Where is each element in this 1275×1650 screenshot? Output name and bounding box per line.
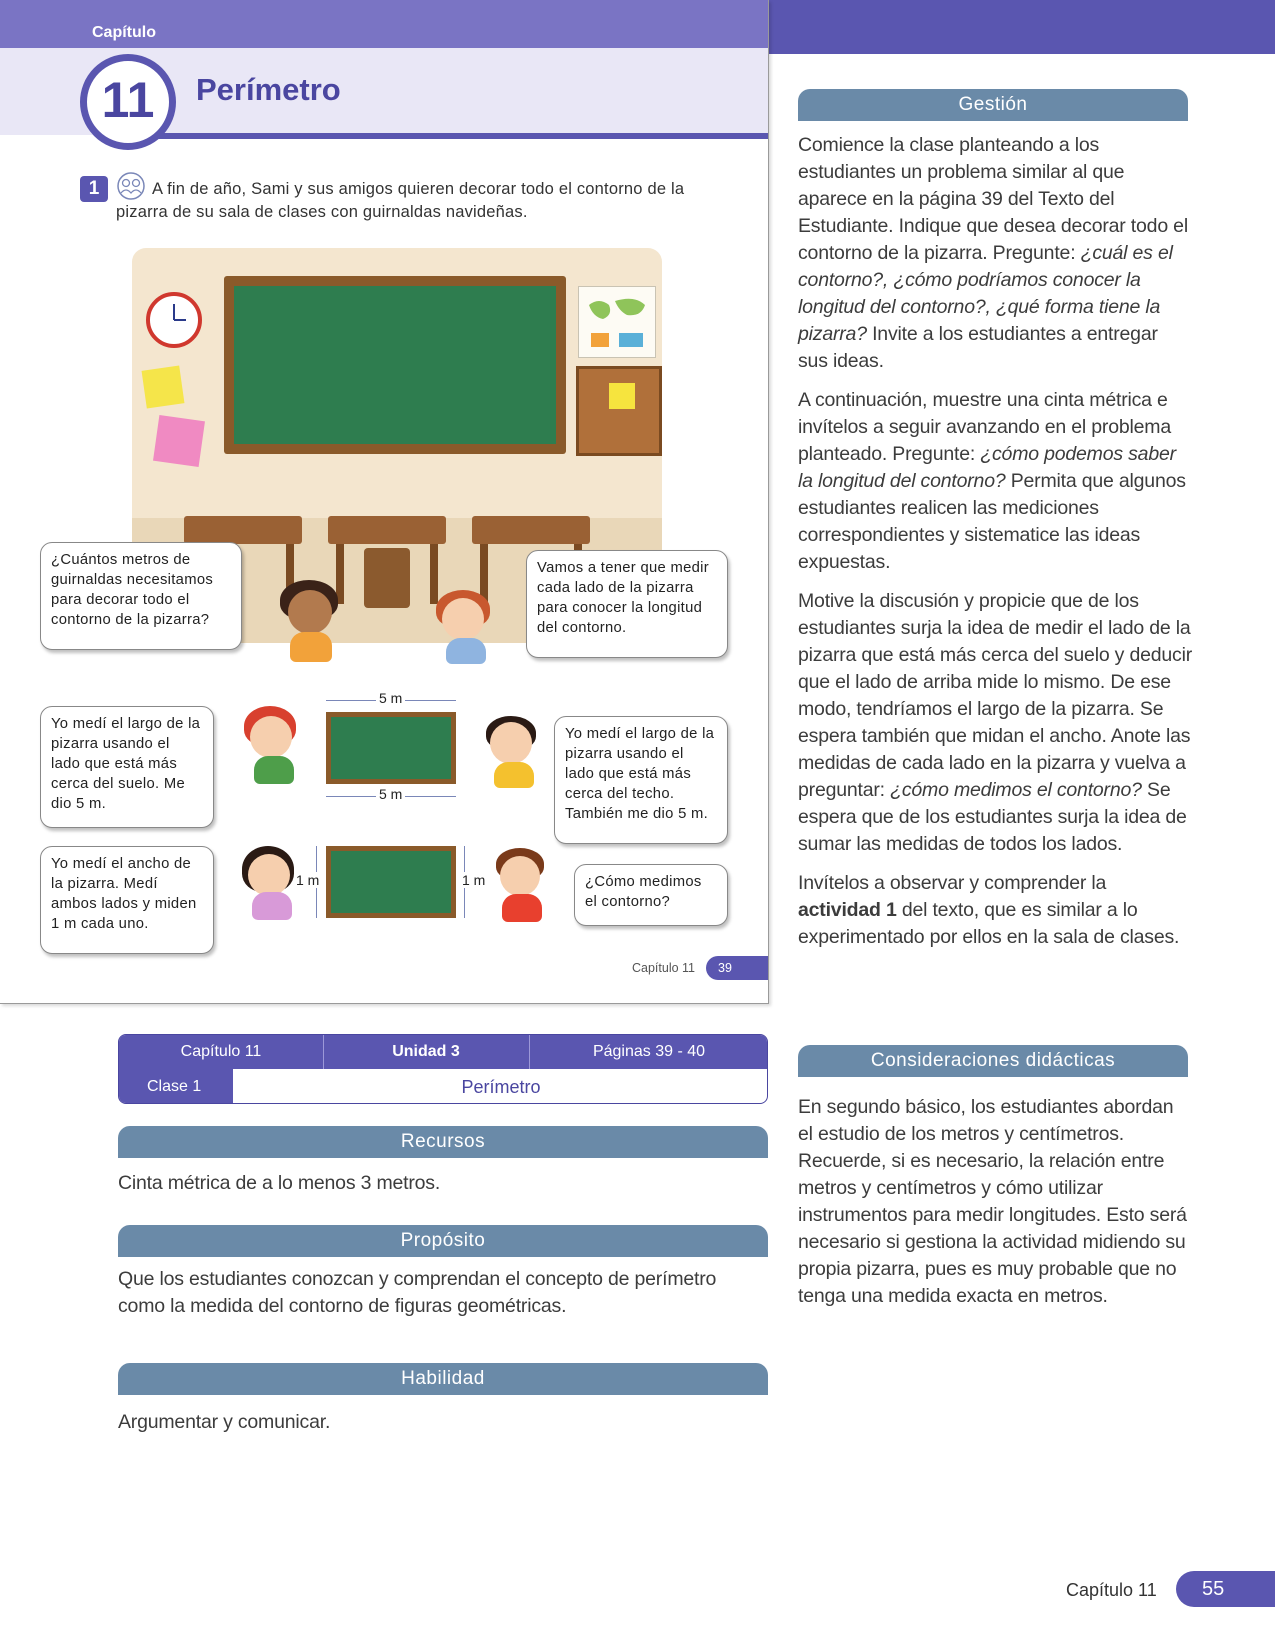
class-info-table [118, 1034, 768, 1104]
girl2-body [446, 638, 486, 664]
info-class: Clase 1 [119, 1069, 233, 1104]
proposito-text: Que los estudiantes conozcan y comprendan el concepto de perímetro como la medida del contorno de figuras geométricas. [118, 1268, 717, 1317]
sticky-poster [142, 366, 185, 409]
speech-bubble: Yo medí el largo de la pizarra usando el lado que está más cerca del techo. También me dio 5 m. [554, 716, 728, 844]
gestion-text [798, 132, 1192, 963]
info-unit: Unidad 3 [392, 1043, 460, 1060]
consideraciones-header: Consideraciones didácticas [798, 1045, 1188, 1077]
gestion-header: Gestión [798, 89, 1188, 121]
consideraciones-text: En segundo básico, los estudiantes abordan el estudio de los metros y centímetros. Recuerde, si es necesario, la relación entre metros y centímetros y cómo utilizar instrumentos para medir longitudes. Esto será necesario si gestiona la actividad midiendo su propia pizarra, pues es muy probable que no tenga una medida exacta en metros. [798, 1096, 1187, 1307]
desk [328, 516, 446, 544]
gestion-paragraph: Comience la clase planteando a los estudiantes un problema similar al que aparece en la página 39 del Texto del Estudiante. Indique que desea decorar todo el contorno de la pizarra. Pregunte: ¿cuál es el contorno?, ¿cómo podríamos conocer la longitud del contorno?, ¿qué forma tiene la pizarra? Invite a los estudiantes a entregar sus ideas. [798, 134, 1188, 372]
girl-body [290, 632, 332, 662]
boy3-body [502, 894, 542, 922]
speech-bubble: ¿Cuántos metros de guirnaldas necesitamos para decorar todo el contorno de la pizarra? [40, 542, 242, 650]
footer-chapter: Capítulo 11 [1066, 1580, 1157, 1600]
desk [184, 516, 302, 544]
girl2-face [442, 598, 484, 640]
problem-text: A fin de año, Sami y sus amigos quieren decorar todo el contorno de la pizarra de su sala de clases con guirnaldas navideñas. [116, 180, 685, 221]
dim-bottom: 5 m [376, 786, 405, 802]
cork-board [576, 366, 662, 456]
info-chapter: Capítulo 11 [180, 1043, 262, 1060]
info-pages: Páginas 39 - 40 [592, 1043, 706, 1060]
gestion-paragraph: Invítelos a observar y comprender la actividad 1 del texto, que es similar a lo experimentado por ellos en la sala de clases. [798, 872, 1180, 948]
proposito-header: Propósito [118, 1225, 768, 1257]
mini-chalkboard [326, 846, 456, 918]
girl-face [288, 590, 332, 634]
dim-left: 1 m [296, 872, 320, 888]
student-book-page [0, 0, 769, 1004]
problem-number: 1 [80, 176, 108, 202]
speech-bubble: Yo medí el ancho de la pizarra. Medí ambos lados y miden 1 m cada uno. [40, 846, 214, 954]
chair [364, 548, 410, 608]
mini-chalkboard [326, 712, 456, 784]
page-number: 55 [1202, 1578, 1225, 1600]
top-band [768, 0, 1275, 54]
clock-icon [146, 292, 202, 348]
boy2-body [494, 762, 534, 788]
habilidad-header: Habilidad [118, 1363, 768, 1395]
girl3-face [248, 854, 290, 896]
boy-face [250, 716, 292, 758]
gestion-paragraph: Motive la discusión y propicie que de los estudiantes surja la idea de medir el lado de la pizarra que está más cerca del suelo y deducir que el lado de arriba mide lo mismo. De ese modo, tendríamos el largo de la pizarra. Se espera también que midan el ancho. Anote las medidas de cada lado en la pizarra y vuelva a preguntar: ¿cómo medimos el contorno? Se espera que de los estudiantes surja la idea de sumar las medidas de todos los lados. [798, 590, 1193, 855]
speech-bubble: Vamos a tener que medir cada lado de la pizarra para conocer la longitud del contorno. [526, 550, 728, 658]
footer-tab [1176, 1571, 1275, 1607]
chalkboard [224, 276, 566, 454]
dim-top: 5 m [376, 690, 405, 706]
boy2-face [490, 722, 532, 764]
book-page-number: 39 [718, 961, 732, 975]
recursos-text: Cinta métrica de a lo menos 3 metros. [118, 1172, 441, 1194]
chapter-title: Perímetro [196, 72, 341, 107]
desk [472, 516, 590, 544]
gestion-paragraph: A continuación, muestre una cinta métrica e invítelos a seguir avanzando en el problema planteado. Pregunte: ¿cómo podemos saber la longitud del contorno? Permita que algunos estudiantes realicen las mediciones correspondientes y sistematice las ideas expuestas. [798, 389, 1186, 573]
chapter-label: Capítulo [92, 24, 156, 41]
speech-bubble: ¿Cómo medimos el contorno? [574, 864, 728, 926]
speech-bubble: Yo medí el largo de la pizarra usando el lado que está más cerca del suelo. Me dio 5 m. [40, 706, 214, 828]
world-map-poster [578, 286, 656, 358]
habilidad-text: Argumentar y comunicar. [118, 1411, 331, 1433]
girl3-body [252, 892, 292, 920]
book-footer-chapter: Capítulo 11 [632, 961, 696, 975]
book-footer-tab [706, 956, 768, 980]
chapter-number: 11 [101, 72, 155, 128]
lion-poster [153, 415, 205, 467]
boy3-face [500, 856, 540, 896]
dim-right: 1 m [462, 872, 486, 888]
boy-body [254, 756, 294, 784]
title-underline [150, 133, 768, 139]
info-topic: Perímetro [461, 1077, 541, 1097]
recursos-header: Recursos [118, 1126, 768, 1158]
chapter-number-circle [80, 54, 176, 150]
